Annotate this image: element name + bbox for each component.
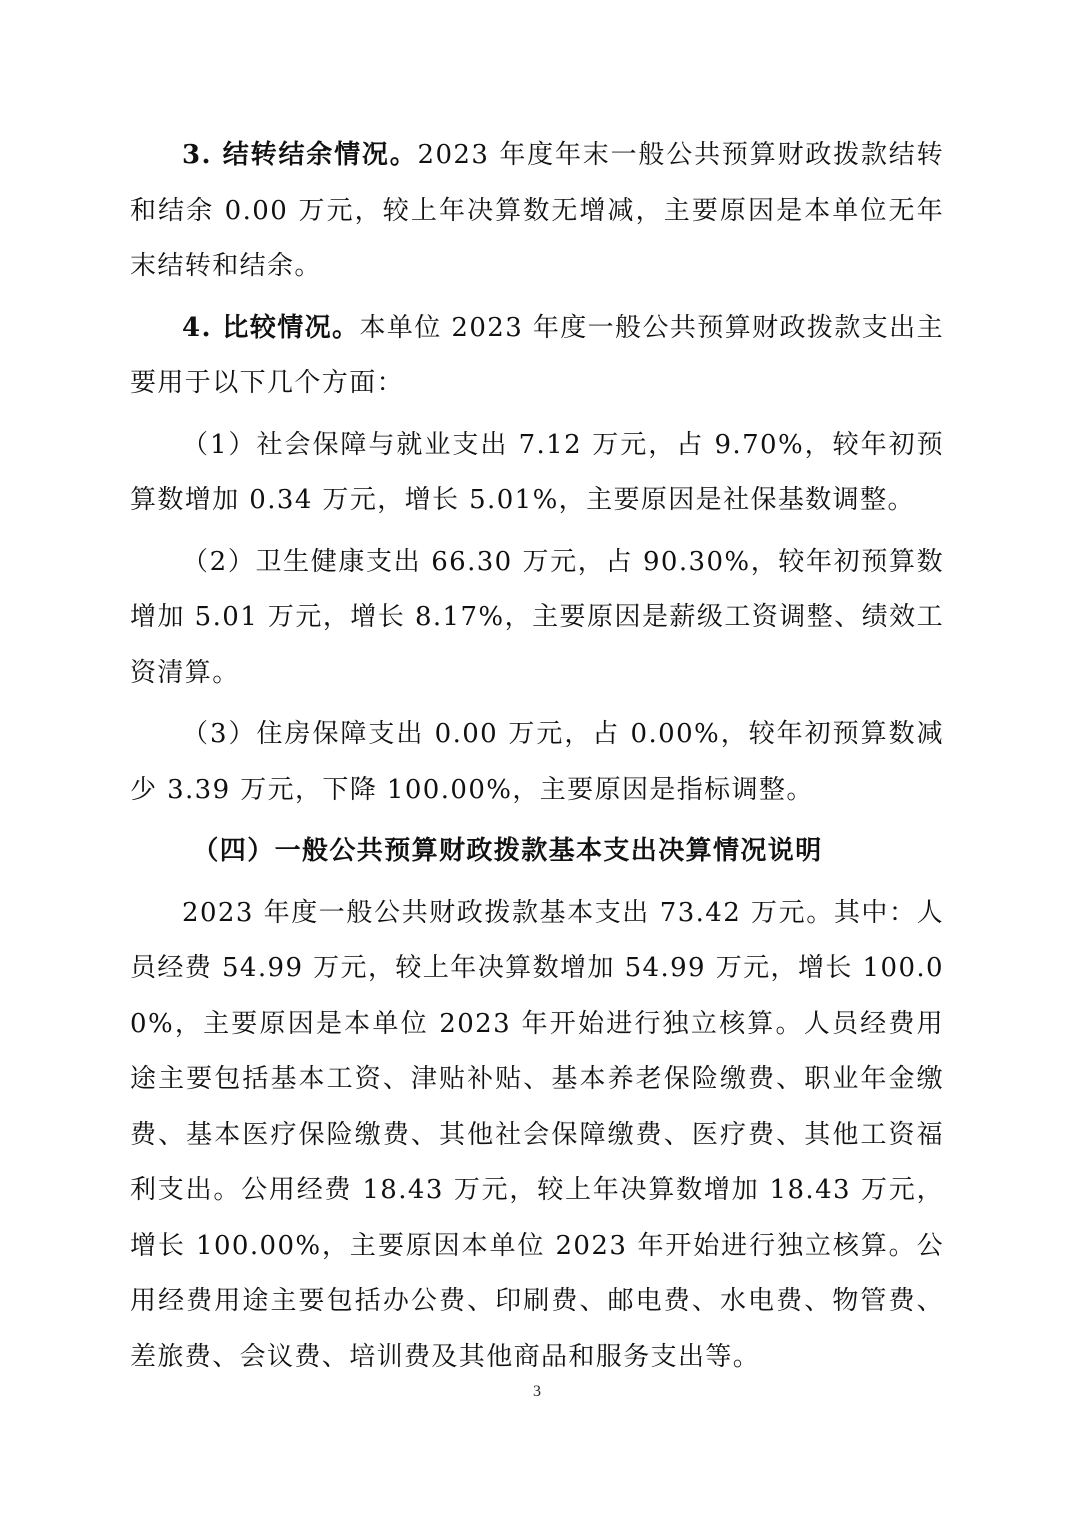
paragraph-lead: 3. 结转结余情况。 xyxy=(182,140,418,170)
document-body xyxy=(130,128,944,1391)
paragraph-item-health xyxy=(130,535,944,702)
page-number: 3 xyxy=(533,1383,541,1400)
paragraph-text: （3）住房保障支出 0.00 万元，占 0.00%，较年初预算数减少 3.39 万元，下降 100.00%，主要原因是指标调整。 xyxy=(130,719,944,805)
paragraph-text: 2023 年度年末一般公共预算财政拨款结转和结余 0.00 万元，较上年决算数无增减，主要原因是本单位无年末结转和结余。 xyxy=(130,140,944,281)
paragraph-carryover xyxy=(130,128,944,295)
paragraph-basic-expenditure: 2023 年度一般公共财政拨款基本支出 73.42 万元。其中：人员经费 54.99 万元，较上年决算数增加 54.99 万元，增长 100.00%，主要原因是本单位 2023 年开始进行独立核算。人员经费用途主要包括基本工资、津贴补贴、基本养老保险缴费、职业年金缴费、基本医疗保险缴费、其他社会保障缴费、医疗费、其他工资福利支出。公用经费 18.43 万元，较上年决算数增加 18.43 万元，增长 100.00%，主要原因本单位 2023 年开始进行独立核算。公用经费用途主要包括办公费、印刷费、邮电费、水电费、物管费、差旅费、会议费、培训费及其他商品和服务支出等。 xyxy=(130,897,944,1372)
paragraph-text: 本单位 2023 年度一般公共预算财政拨款支出主要用于以下几个方面： xyxy=(130,312,944,398)
paragraph-lead: 4. 比较情况。 xyxy=(182,312,360,343)
paragraph-text: （1）社会保障与就业支出 7.12 万元，占 9.70%，较年初预算数增加 0.34 万元，增长 5.01%，主要原因是社保基数调整。 xyxy=(130,429,944,515)
paragraph-item-social-security xyxy=(130,418,944,529)
paragraph-comparison xyxy=(130,301,944,412)
paragraph-item-housing xyxy=(130,707,944,818)
paragraph-text: （2）卫生健康支出 66.30 万元，占 90.30%，较年初预算数增加 5.01 万元，增长 8.17%，主要原因是薪级工资调整、绩效工资清算。 xyxy=(130,546,944,688)
section-heading: （四）一般公共预算财政拨款基本支出决算情况说明 xyxy=(192,836,823,866)
